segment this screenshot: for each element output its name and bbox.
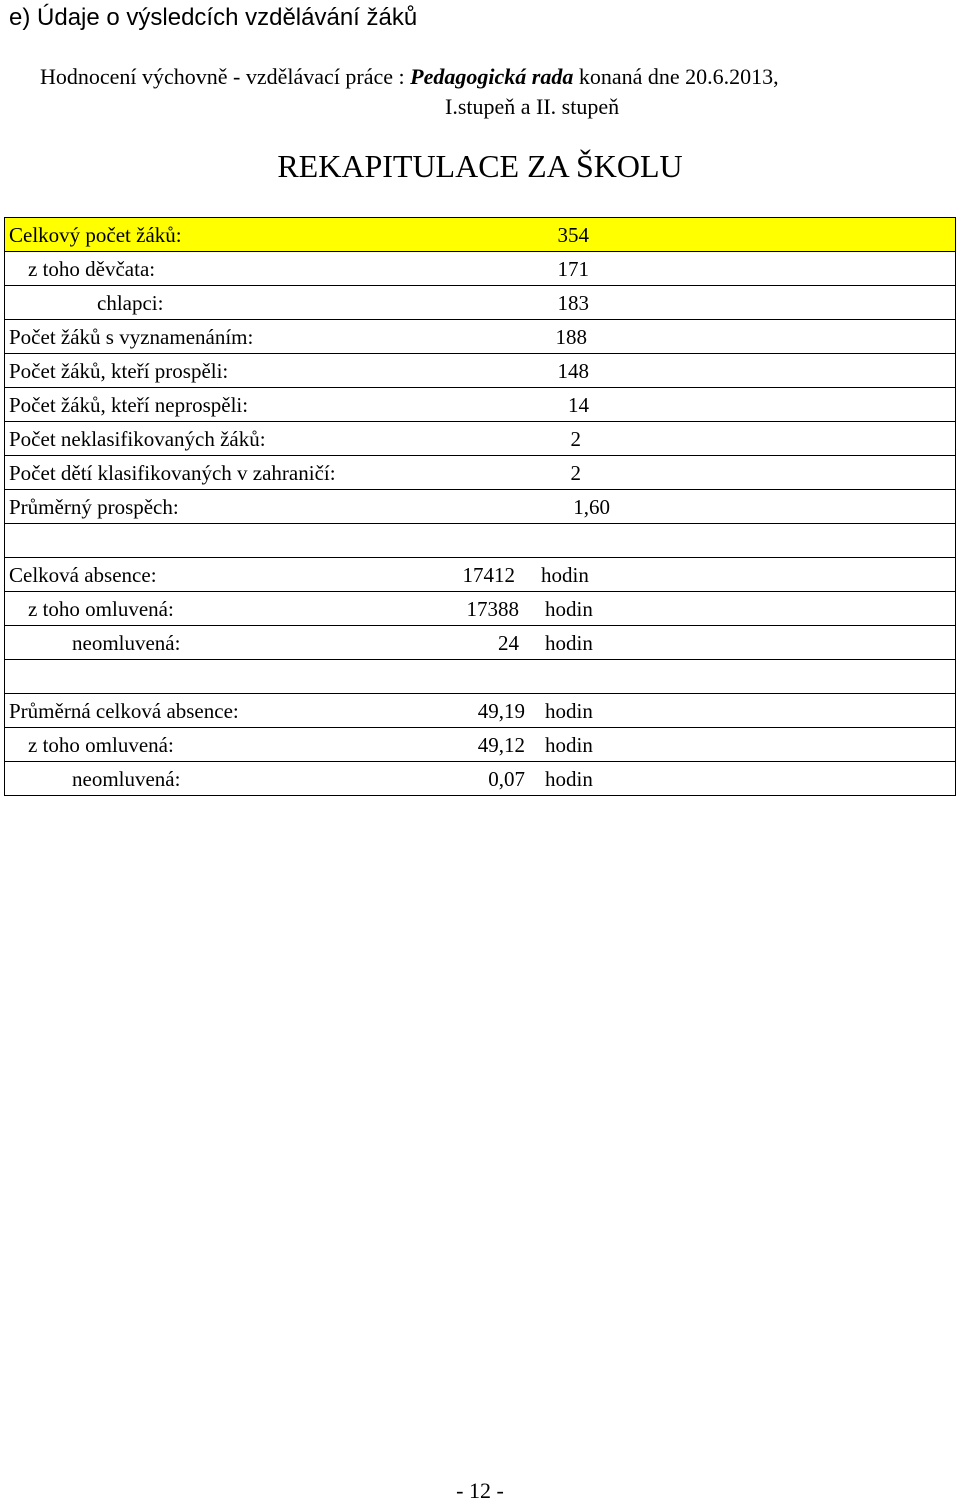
row-label: z toho omluvená:: [28, 597, 174, 621]
row-label: z toho omluvená:: [28, 733, 174, 757]
row-value: 17388: [466, 597, 519, 621]
row-value: 0,07: [488, 767, 525, 791]
table-row: [5, 592, 956, 626]
row-unit: hodin: [545, 597, 593, 621]
row-unit: hodin: [541, 563, 589, 587]
row-value: 49,19: [477, 699, 525, 723]
subtitle-emphasis: Pedagogická rada: [410, 64, 574, 89]
table-row: [5, 558, 956, 592]
row-unit: hodin: [545, 733, 593, 757]
page-number: - 12 -: [456, 1478, 504, 1503]
recap-table: [4, 217, 956, 796]
row-value: 17412: [462, 563, 515, 587]
row-label: Počet žáků, kteří prospěli:: [9, 359, 229, 383]
row-label: Počet žáků s vyznamenáním:: [9, 325, 254, 349]
row-label: Počet dětí klasifikovaných v zahraničí:: [9, 461, 336, 485]
row-value: 148: [557, 359, 589, 383]
subtitle-prefix: Hodnocení výchovně - vzdělávací práce :: [40, 64, 411, 89]
table-row-empty: [5, 524, 956, 558]
row-unit: hodin: [545, 631, 593, 655]
row-label: neomluvená:: [72, 631, 181, 655]
table-row: [5, 422, 956, 456]
row-unit: hodin: [545, 767, 593, 791]
row-label: neomluvená:: [72, 767, 181, 791]
row-unit: hodin: [545, 699, 593, 723]
table-row: [5, 490, 956, 524]
row-value: 49,12: [477, 733, 525, 757]
row-label: Průměrná celková absence:: [9, 699, 239, 723]
row-value: 2: [570, 461, 581, 485]
table-row: [5, 762, 956, 796]
table-row-empty: [5, 660, 956, 694]
table-row: [5, 694, 956, 728]
row-label: Průměrný prospěch:: [9, 495, 179, 519]
row-value: 1,60: [573, 495, 610, 519]
row-value: 14: [568, 393, 589, 417]
row-label: chlapci:: [97, 291, 164, 315]
table-row: [5, 354, 956, 388]
row-label: Celkový počet žáků:: [9, 223, 182, 247]
row-value: 171: [557, 257, 589, 281]
row-value: 354: [557, 223, 589, 247]
table-row: [5, 320, 956, 354]
table-row: [5, 286, 956, 320]
subtitle-line-2: I.stupeň a II. stupeň: [445, 94, 620, 119]
table-row: [5, 388, 956, 422]
table-row: [5, 728, 956, 762]
recap-title: REKAPITULACE ZA ŠKOLU: [277, 148, 683, 184]
row-label: Počet neklasifikovaných žáků:: [9, 427, 266, 451]
table-row: [5, 252, 956, 286]
row-value: 24: [498, 631, 519, 655]
row-value: 188: [555, 325, 587, 349]
row-value: 2: [570, 427, 581, 451]
row-label: z toho děvčata:: [28, 257, 156, 281]
table-row: [5, 626, 956, 660]
subtitle-line-1: [40, 64, 779, 90]
table-row: [5, 456, 956, 490]
section-heading: e) Údaje o výsledcích vzdělávání žáků: [9, 4, 418, 31]
row-label: Počet žáků, kteří neprospěli:: [9, 393, 249, 417]
subtitle-suffix: konaná dne 20.6.2013,: [573, 64, 779, 89]
row-value: 183: [557, 291, 589, 315]
table-row: [5, 218, 956, 252]
row-label: Celková absence:: [9, 563, 157, 587]
